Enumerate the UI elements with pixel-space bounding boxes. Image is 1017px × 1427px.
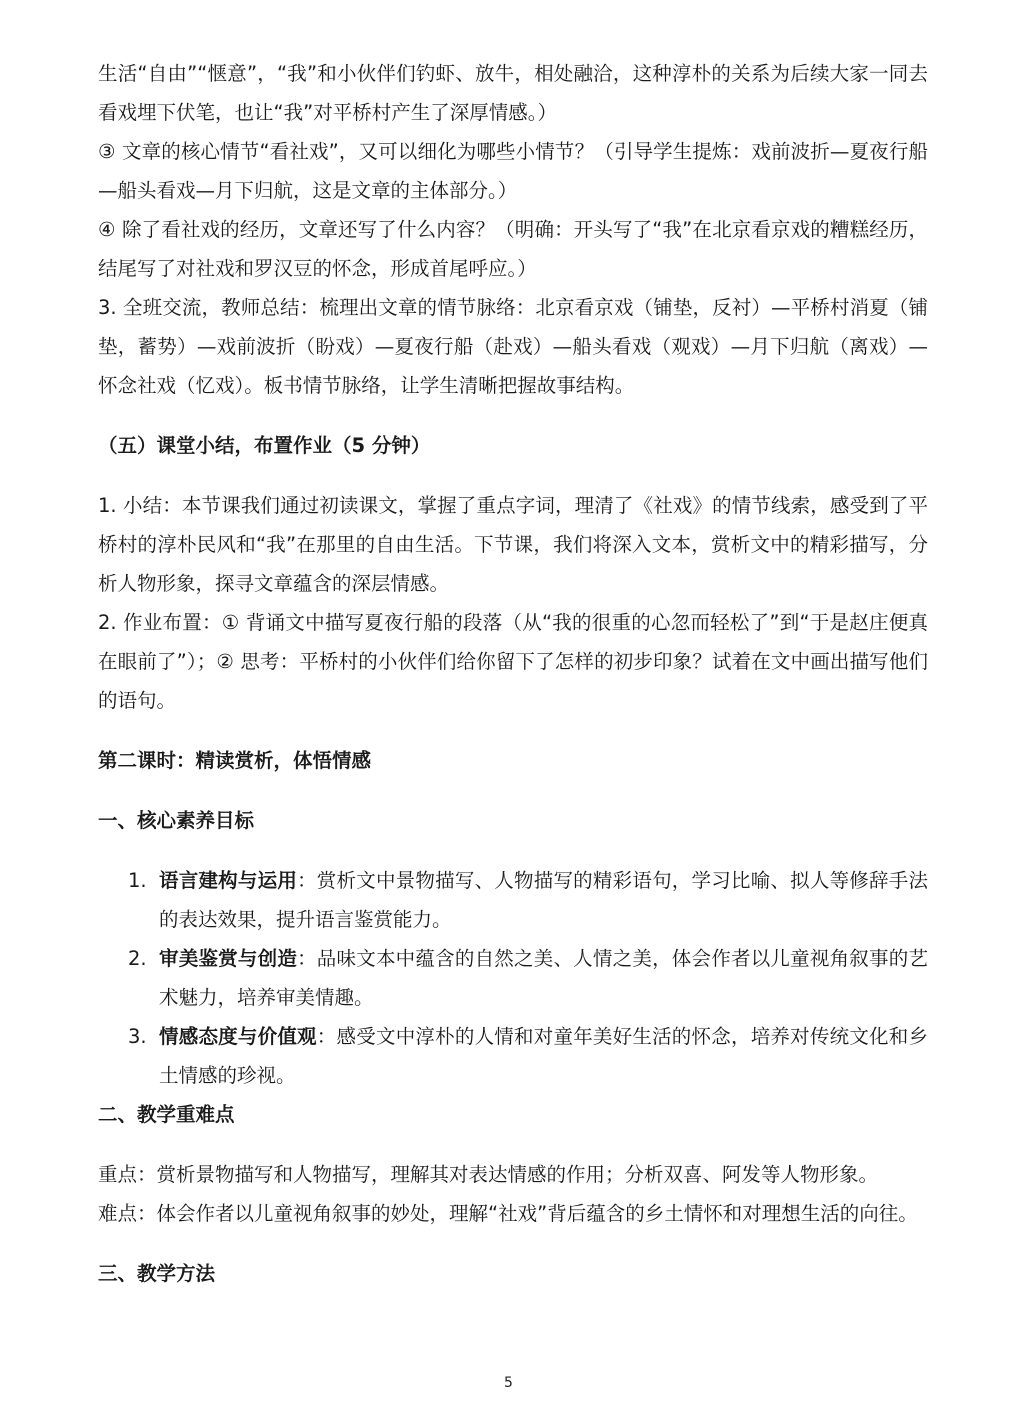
goal-item <box>98 939 928 1017</box>
difficulty-paragraph: 难点：体会作者以儿童视角叙事的妙处，理解“社戏”背后蕴含的乡土情怀和对理想生活的向往。 <box>98 1202 918 1225</box>
goal-term: 语言建构与运用 <box>159 869 298 892</box>
goal-number: 1. <box>128 869 147 892</box>
homework-paragraph: 2. 作业布置：① 背诵文中描写夏夜行船的段落（从“我的很重的心忽而轻松了”到“于是赵庄便真在眼前了”）；② 思考：平桥村的小伙伴们给你留下了怎样的初步印象？试着在文中画出描写他们的语句。 <box>98 611 928 712</box>
goal-term: 情感态度与价值观 <box>159 1025 317 1048</box>
focus-paragraph: 重点：赏析景物描写和人物描写，理解其对表达情感的作用；分析双喜、阿发等人物形象。 <box>98 1163 879 1186</box>
paragraph-question-4: ④ 除了看社戏的经历，文章还写了什么内容？（明确：开头写了“我”在北京看京戏的糟糕经历，结尾写了对社戏和罗汉豆的怀念，形成首尾呼应。） <box>98 218 928 280</box>
goal-item <box>98 1017 928 1095</box>
document-page <box>98 54 928 1293</box>
goal-number: 2. <box>128 947 147 970</box>
goals-list <box>98 861 928 1095</box>
goal-item <box>98 861 928 939</box>
summary-paragraph: 1. 小结：本节课我们通过初读课文，掌握了重点字词，理清了《社戏》的情节线索，感受到了平桥村的淳朴民风和“我”在那里的自由生活。下节课，我们将深入文本，赏析文中的精彩描写，分析人物形象，探寻文章蕴含的深层情感。 <box>98 494 928 595</box>
lesson-two-title: 第二课时：精读赏析，体悟情感 <box>98 749 372 772</box>
methods-heading: 三、教学方法 <box>98 1262 216 1285</box>
goal-text: ：品味文本中蕴含的自然之美、人情之美，体会作者以儿童视角叙事的艺术魅力，培养审美情趣。 <box>159 947 928 1009</box>
paragraph-question-3: ③ 文章的核心情节“看社戏”，又可以细化为哪些小情节？（引导学生提炼：戏前波折—夏夜行船—船头看戏—月下归航，这是文章的主体部分。） <box>98 140 928 202</box>
goal-text: ：感受文中淳朴的人情和对童年美好生活的怀念，培养对传统文化和乡土情感的珍视。 <box>159 1025 928 1087</box>
paragraph-step-3: 3. 全班交流，教师总结：梳理出文章的情节脉络：北京看京戏（铺垫，反衬）—平桥村消夏（铺垫，蓄势）—戏前波折（盼戏）—夏夜行船（赴戏）—船头看戏（观戏）—月下归航（离戏）—怀念社戏（忆戏）。板书情节脉络，让学生清晰把握故事结构。 <box>98 296 928 397</box>
goal-number: 3. <box>128 1025 147 1048</box>
page-number: 5 <box>504 1375 513 1391</box>
paragraph-continued: 生活“自由”“惬意”，“我”和小伙伴们钓虾、放牛，相处融洽，这种淳朴的关系为后续大家一同去看戏埋下伏笔，也让“我”对平桥村产生了深厚情感。） <box>98 62 928 124</box>
keypoints-heading: 二、教学重难点 <box>98 1103 235 1126</box>
goal-term: 审美鉴赏与创造 <box>159 947 298 970</box>
section-five-heading: （五）课堂小结，布置作业（5 分钟） <box>98 434 431 457</box>
goal-text: ：赏析文中景物描写、人物描写的精彩语句，学习比喻、拟人等修辞手法的表达效果，提升语言鉴赏能力。 <box>159 869 928 931</box>
goals-heading: 一、核心素养目标 <box>98 809 255 832</box>
